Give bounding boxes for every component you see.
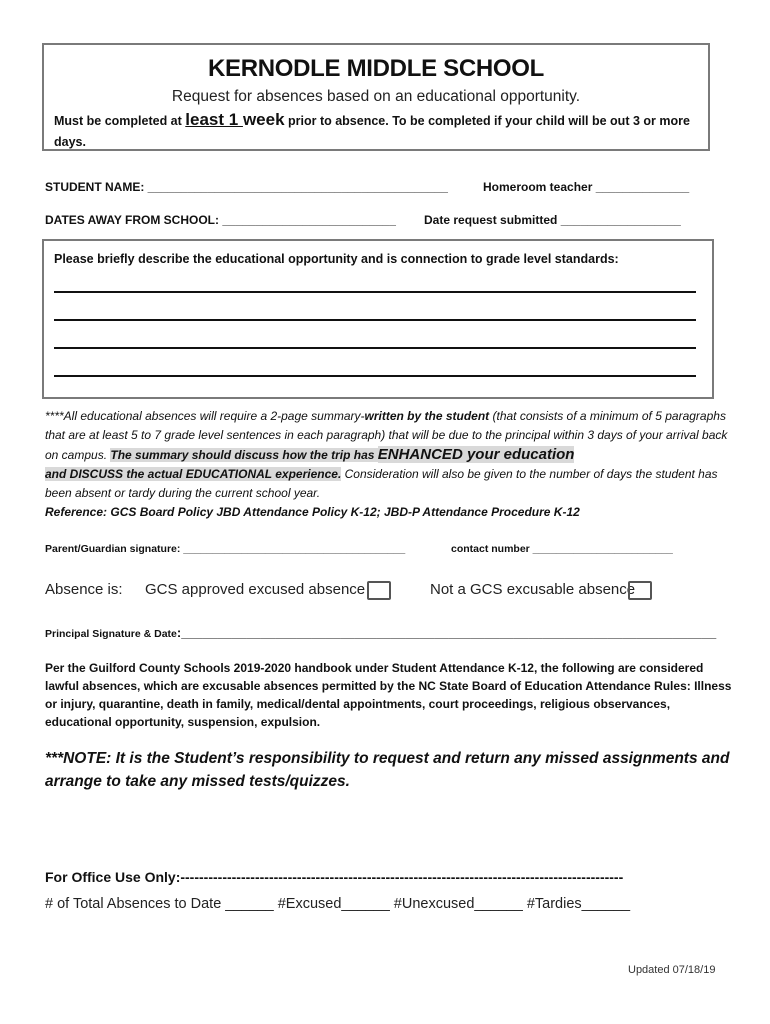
office-label: For Office Use Only: [45,869,181,885]
absence-totals-fields[interactable]: # of Total Absences to Date ______ #Excused______ #Unexcused______ #Tardies______ [45,896,631,912]
office-dashes: ----------------------------------------------------------------------------------------------- [180,869,624,885]
note-written-by: written by the student [364,409,490,423]
must-prefix: Must be completed at [54,114,186,128]
student-responsibility-note: ***NOTE: It is the Student’s responsibility to request and return any missed assignments and arrange to take any missed tests/quizzes. [45,750,730,790]
description-box [42,239,714,399]
approved-absence-checkbox[interactable] [367,581,391,600]
description-label: Please briefly describe the educational opportunity and is connection to grade level standards: [54,252,619,266]
note-highlight-enhanced: ENHANCED your education [377,446,575,463]
principal-signature-field[interactable] [45,625,716,640]
date-request-field[interactable]: Date request submitted __________________ [424,213,681,227]
form-subtitle: Request for absences based on an educational opportunity. [171,88,581,105]
description-line[interactable] [54,375,696,377]
note-highlight-1: The summary should discuss how the trip has [110,448,378,462]
must-emphasis: least 1 [185,110,243,129]
office-use-label [45,869,623,885]
lawful-absences-text: Per the Guilford County Schools 2019-2020 handbook under Student Attendance K-12, the following are considered lawful absences, which are excusable absences permitted by the NC State Board of Education Attendance Rules: Illness or injury, quarantine, death in family, medical/dental appointments, court proceedings, religious observances, educational opportunity, suspension, expulsion. [45,661,732,729]
description-line[interactable] [54,347,696,349]
homeroom-teacher-field[interactable]: Homeroom teacher ______________ [483,180,690,194]
must-suffix: prior to absence. To be completed if your child will be out 3 or more days. [54,114,690,149]
contact-number-field[interactable]: contact number ________________________ [451,543,673,555]
principal-label: Principal Signature & Date [45,628,177,640]
note-highlight-2: and DISCUSS the actual EDUCATIONAL experience. [45,467,342,481]
note-part2: (that consists of a minimum of 5 paragraphs that are at least 5 to 7 grade level sentences in each paragraph) that will be due to the principal within 3 days of your arrival back on campus. [45,409,728,462]
absence-label: Absence is: [45,581,123,598]
summary-requirement-note [45,407,735,522]
header-box [42,43,710,151]
note-part3: Consideration will also be given to the number of days the student has been absent or tardy during the current school year. [45,467,718,500]
approved-absence-label: GCS approved excused absence [145,581,366,598]
note-part1: ****All educational absences will require a 2-page summary- [45,409,365,423]
description-line[interactable] [54,291,696,293]
completion-requirement [54,109,704,153]
not-excusable-checkbox[interactable] [628,581,652,600]
student-name-field[interactable]: STUDENT NAME: _____________________________________________ [45,180,448,194]
principal-line: :__________________________________________________________________________ [176,625,717,640]
updated-date: Updated 07/18/19 [628,964,716,976]
parent-signature-field[interactable]: Parent/Guardian signature: ______________________________________ [45,543,406,555]
description-line[interactable] [54,319,696,321]
must-emphasis-week: week [242,110,285,129]
school-name: KERNODLE MIDDLE SCHOOL [207,55,545,82]
policy-reference: Reference: GCS Board Policy JBD Attendance Policy K-12; JBD-P Attendance Procedure K-12 [45,505,580,519]
not-excusable-label: Not a GCS excusable absence [430,581,636,598]
dates-away-field[interactable]: DATES AWAY FROM SCHOOL: __________________________ [45,213,396,227]
